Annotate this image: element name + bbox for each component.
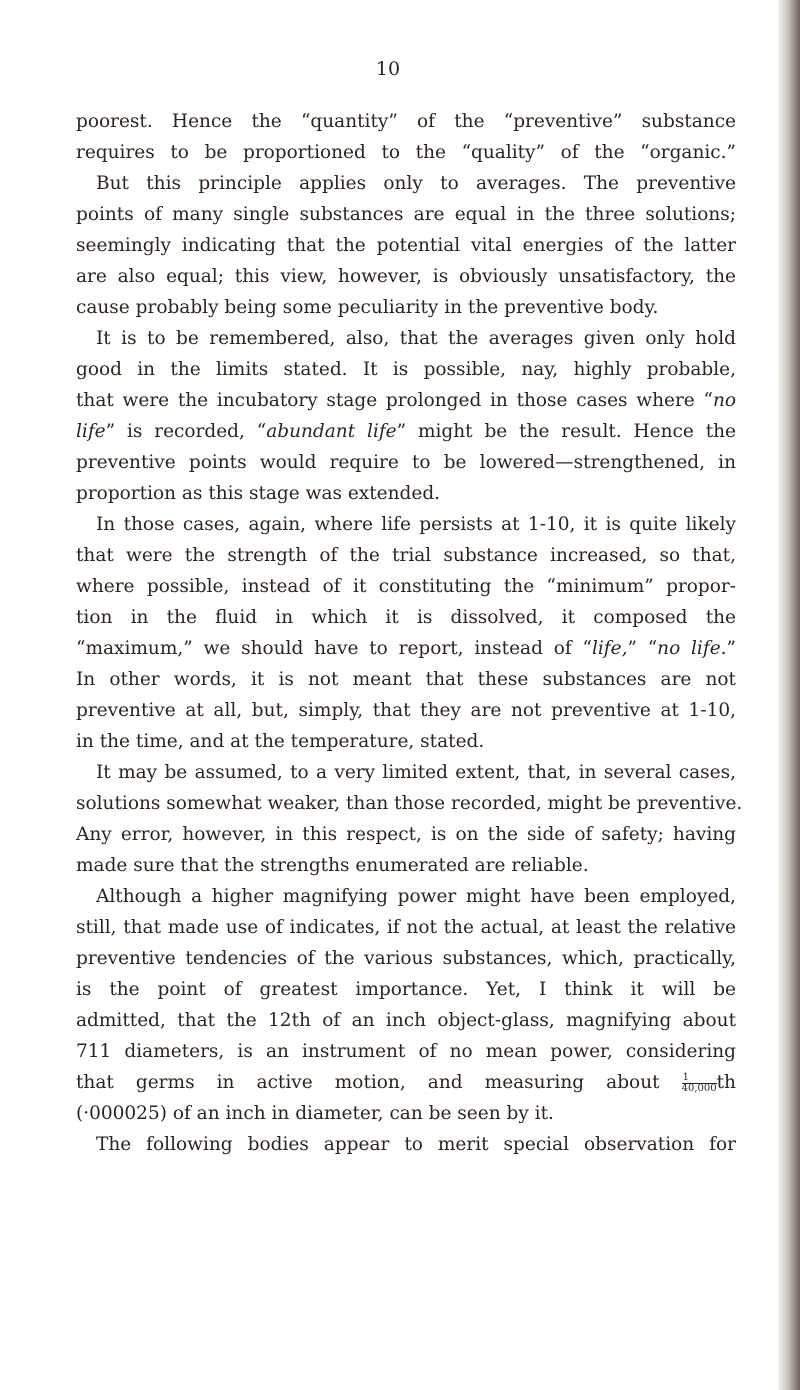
- text-line: [76, 633, 736, 664]
- text-line: admitted, that the 12th of an inch object-glass, magnifying about: [76, 1010, 736, 1031]
- text-line: poorest. Hence the “quantity” of the “preventive” substance: [76, 111, 736, 132]
- text-line: In those cases, again, where life persists at 1-10, it is quite likely: [96, 514, 736, 535]
- text-line: is the point of greatest importance. Yet, I think it will be: [76, 979, 736, 1000]
- italic-text: abundant life: [266, 421, 397, 442]
- text-line: [76, 1067, 736, 1098]
- text-segment: that were the incubatory stage prolonged in those cases where “: [76, 390, 713, 411]
- text-line: tion in the fluid in which it is dissolved, it composed the: [76, 607, 736, 628]
- text-segment: ”: [726, 638, 736, 659]
- text-line: The following bodies appear to merit special observation for: [96, 1134, 736, 1155]
- text-segment: that germs in active motion, and measuring about: [76, 1072, 660, 1093]
- fraction-denominator: 40,000: [681, 1082, 717, 1094]
- text-line: It may be assumed, to a very limited extent, that, in several cases,: [96, 762, 736, 783]
- fraction-numerator: 1: [682, 1073, 717, 1084]
- page-edge-shadow: [778, 0, 800, 1390]
- fraction: [682, 1073, 717, 1094]
- text-line: good in the limits stated. It is possible, nay, highly probable,: [76, 359, 736, 380]
- text-line: [76, 416, 736, 447]
- text-segment: ” is recorded, “: [105, 421, 267, 442]
- text-line: 711 diameters, is an instrument of no mean power, considering: [76, 1041, 736, 1062]
- text-line: where possible, instead of it constituting the “minimum” propor-: [76, 576, 736, 597]
- italic-text: life,: [591, 638, 628, 659]
- text-segment: th: [716, 1072, 736, 1093]
- text-line: are also equal; this view, however, is obviously unsatisfactory, the: [76, 266, 736, 287]
- text-line: solutions somewhat weaker, than those recorded, might be preventive.: [76, 793, 743, 814]
- text-line: (·000025) of an inch in diameter, can be seen by it.: [76, 1103, 554, 1124]
- text-line: cause probably being some peculiarity in the preventive body.: [76, 297, 659, 318]
- text-line: proportion as this stage was extended.: [76, 483, 441, 504]
- text-line: preventive points would require to be lowered—strengthened, in: [76, 452, 736, 473]
- text-segment: ” “: [627, 638, 658, 659]
- text-line: But this principle applies only to averages. The preventive: [96, 173, 736, 194]
- text-line: seemingly indicating that the potential vital energies of the latter: [76, 235, 736, 256]
- text-line: in the time, and at the temperature, stated.: [76, 731, 485, 752]
- text-line: requires to be proportioned to the “quality” of the “organic.”: [76, 142, 736, 163]
- text-line: preventive at all, but, simply, that they are not preventive at 1-10,: [76, 700, 736, 721]
- text-line: Any error, however, in this respect, is on the side of safety; having: [76, 824, 736, 845]
- italic-text: no life.: [657, 638, 727, 659]
- text-line: It is to be remembered, also, that the averages given only hold: [96, 328, 736, 349]
- text-line: made sure that the strengths enumerated are reliable.: [76, 855, 589, 876]
- text-line: Although a higher magnifying power might have been employed,: [96, 886, 736, 907]
- text-line: preventive tendencies of the various substances, which, practically,: [76, 948, 736, 969]
- text-line: that were the strength of the trial substance increased, so that,: [76, 545, 736, 566]
- text-segment: “maximum,” we should have to report, instead of “: [76, 638, 592, 659]
- text-line: points of many single substances are equal in the three solutions;: [76, 204, 736, 225]
- text-segment: ” might be the result. Hence the: [396, 421, 737, 442]
- italic-text: life: [76, 421, 106, 442]
- page-number: 10: [375, 58, 401, 80]
- text-line: In other words, it is not meant that these substances are not: [76, 669, 736, 690]
- text-line: still, that made use of indicates, if not the actual, at least the relative: [76, 917, 736, 938]
- italic-text: no: [712, 390, 736, 411]
- text-line: [76, 385, 736, 416]
- body-text: [76, 106, 743, 1160]
